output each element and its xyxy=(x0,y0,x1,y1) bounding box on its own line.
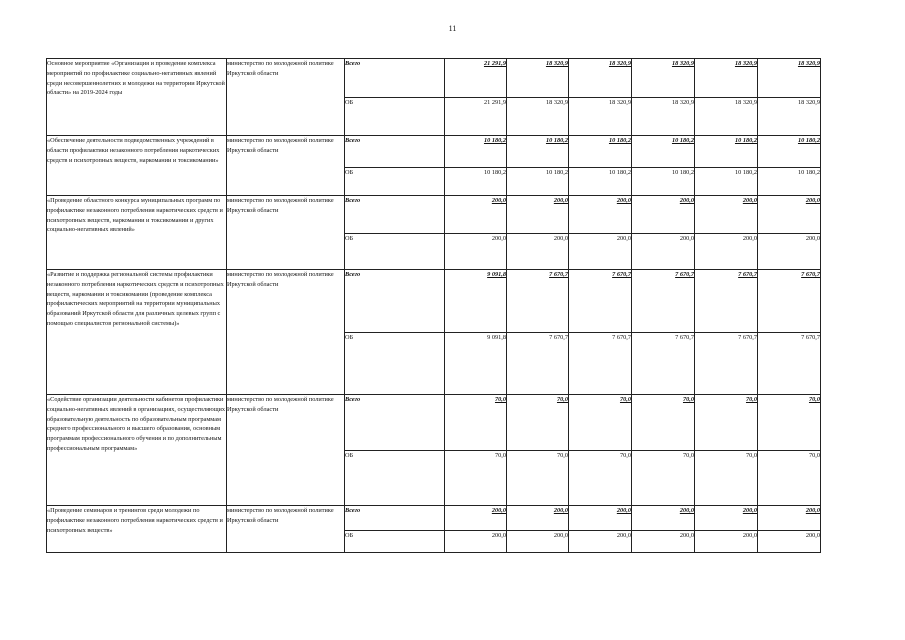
total-value-cell: 10 180,2 xyxy=(445,136,507,168)
source-value-cell: 200,0 xyxy=(445,234,507,270)
source-value-cell: 200,0 xyxy=(507,531,569,553)
executor-cell: министерство по молодежной политике Иркутской области xyxy=(227,136,345,196)
table-row xyxy=(47,270,821,333)
source-value-cell: 200,0 xyxy=(445,531,507,553)
total-value-cell: 7 670,7 xyxy=(507,270,569,333)
source-value-cell: 7 670,7 xyxy=(569,333,632,395)
executor-cell: министерство по молодежной политике Иркутской области xyxy=(227,270,345,395)
source-value-cell: 10 180,2 xyxy=(758,168,821,196)
source-value-cell: 18 320,9 xyxy=(507,98,569,136)
total-value-cell: 200,0 xyxy=(632,506,695,531)
total-value-cell: 200,0 xyxy=(507,506,569,531)
source-value-cell: 200,0 xyxy=(758,531,821,553)
budget-table xyxy=(46,58,821,553)
measure-name-cell: «Развитие и поддержка региональной системы профилактики незаконного потребления наркотических средств и психотропных веществ, наркомании и токсикомании (проведение комплекса профилактических мероприятий на территории муниципальных образований Иркутской области для различных целевых групп с помощью специалистов региональной системы)» xyxy=(47,270,227,395)
source-value-cell: 70,0 xyxy=(758,451,821,506)
total-value-cell: 200,0 xyxy=(758,196,821,234)
source-label-cell: ОБ xyxy=(345,168,445,196)
source-label-cell: ОБ xyxy=(345,234,445,270)
total-value-cell: 200,0 xyxy=(445,196,507,234)
total-value-cell: 10 180,2 xyxy=(632,136,695,168)
total-value-cell: 200,0 xyxy=(758,506,821,531)
source-value-cell: 7 670,7 xyxy=(632,333,695,395)
total-value-cell: 7 670,7 xyxy=(695,270,758,333)
total-value-cell: 70,0 xyxy=(445,395,507,451)
total-value-cell: 18 320,9 xyxy=(569,59,632,98)
total-value-cell: 18 320,9 xyxy=(758,59,821,98)
total-value-cell: 7 670,7 xyxy=(632,270,695,333)
source-label-cell: ОБ xyxy=(345,531,445,553)
total-value-cell: 21 291,9 xyxy=(445,59,507,98)
source-value-cell: 10 180,2 xyxy=(507,168,569,196)
total-value-cell: 10 180,2 xyxy=(695,136,758,168)
total-value-cell: 18 320,9 xyxy=(695,59,758,98)
total-label-cell: Всего xyxy=(345,506,445,531)
source-value-cell: 200,0 xyxy=(695,234,758,270)
source-value-cell: 10 180,2 xyxy=(695,168,758,196)
total-label-cell: Всего xyxy=(345,136,445,168)
total-value-cell: 70,0 xyxy=(507,395,569,451)
measure-name-cell: «Проведение областного конкурса муниципальных программ по профилактике незаконного потребления наркотических средств и психотропных веществ, наркомании и токсикомании и других социально-негативных явлений» xyxy=(47,196,227,270)
table-row xyxy=(47,506,821,531)
source-value-cell: 200,0 xyxy=(695,531,758,553)
total-value-cell: 70,0 xyxy=(758,395,821,451)
source-value-cell: 200,0 xyxy=(758,234,821,270)
executor-cell: министерство по молодежной политике Иркутской области xyxy=(227,196,345,270)
source-value-cell: 70,0 xyxy=(569,451,632,506)
source-label-cell: ОБ xyxy=(345,333,445,395)
source-value-cell: 18 320,9 xyxy=(758,98,821,136)
total-value-cell: 10 180,2 xyxy=(758,136,821,168)
total-label-cell: Всего xyxy=(345,59,445,98)
source-value-cell: 10 180,2 xyxy=(445,168,507,196)
total-value-cell: 18 320,9 xyxy=(507,59,569,98)
total-label-cell: Всего xyxy=(345,395,445,451)
measure-name-cell: Основное мероприятие «Организация и проведение комплекса мероприятий по профилактике социально-негативных явлений среди несовершеннолетних и молодежи на территории Иркутской области» на 2019-2024 годы xyxy=(47,59,227,136)
total-value-cell: 18 320,9 xyxy=(632,59,695,98)
source-value-cell: 70,0 xyxy=(445,451,507,506)
table-row xyxy=(47,196,821,234)
source-value-cell: 200,0 xyxy=(632,234,695,270)
source-label-cell: ОБ xyxy=(345,98,445,136)
total-value-cell: 200,0 xyxy=(507,196,569,234)
source-value-cell: 70,0 xyxy=(507,451,569,506)
total-value-cell: 200,0 xyxy=(695,506,758,531)
source-value-cell: 200,0 xyxy=(507,234,569,270)
total-value-cell: 10 180,2 xyxy=(507,136,569,168)
executor-cell: министерство по молодежной политике Иркутской области xyxy=(227,395,345,506)
measure-name-cell: «Проведение семинаров и тренингов среди молодежи по профилактике незаконного потребления наркотических средств и психотропных веществ» xyxy=(47,506,227,553)
source-value-cell: 7 670,7 xyxy=(695,333,758,395)
source-label-cell: ОБ xyxy=(345,451,445,506)
total-value-cell: 70,0 xyxy=(569,395,632,451)
source-value-cell: 21 291,9 xyxy=(445,98,507,136)
source-value-cell: 70,0 xyxy=(695,451,758,506)
executor-cell: министерство по молодежной политике Иркутской области xyxy=(227,59,345,136)
total-label-cell: Всего xyxy=(345,270,445,333)
page-number: 11 xyxy=(448,24,457,33)
total-value-cell: 200,0 xyxy=(632,196,695,234)
source-value-cell: 200,0 xyxy=(569,531,632,553)
source-value-cell: 200,0 xyxy=(632,531,695,553)
total-value-cell: 70,0 xyxy=(632,395,695,451)
source-value-cell: 7 670,7 xyxy=(758,333,821,395)
table-row xyxy=(47,136,821,168)
total-value-cell: 200,0 xyxy=(569,506,632,531)
source-value-cell: 70,0 xyxy=(632,451,695,506)
table-body xyxy=(47,59,821,553)
total-label-cell: Всего xyxy=(345,196,445,234)
source-value-cell: 7 670,7 xyxy=(507,333,569,395)
total-value-cell: 10 180,2 xyxy=(569,136,632,168)
source-value-cell: 200,0 xyxy=(569,234,632,270)
total-value-cell: 200,0 xyxy=(445,506,507,531)
total-value-cell: 200,0 xyxy=(569,196,632,234)
source-value-cell: 18 320,9 xyxy=(632,98,695,136)
measure-name-cell: «Обеспечение деятельности подведомственных учреждений в области профилактики незаконного потребления наркотических средств и психотропных веществ, наркомании и токсикомании» xyxy=(47,136,227,196)
total-value-cell: 7 670,7 xyxy=(758,270,821,333)
executor-cell: министерство по молодежной политике Иркутской области xyxy=(227,506,345,553)
total-value-cell: 9 091,8 xyxy=(445,270,507,333)
source-value-cell: 9 091,8 xyxy=(445,333,507,395)
measure-name-cell: «Содействие организации деятельности кабинетов профилактики социально-негативных явлений в организациях, осуществляющих образовательную деятельность по образовательным программам среднего профессионального и высшего образования, основным программам профессионального обучения и по дополнительным профессиональным программам» xyxy=(47,395,227,506)
total-value-cell: 200,0 xyxy=(695,196,758,234)
table-row xyxy=(47,59,821,98)
total-value-cell: 70,0 xyxy=(695,395,758,451)
table-row xyxy=(47,395,821,451)
source-value-cell: 18 320,9 xyxy=(569,98,632,136)
source-value-cell: 10 180,2 xyxy=(569,168,632,196)
total-value-cell: 7 670,7 xyxy=(569,270,632,333)
source-value-cell: 10 180,2 xyxy=(632,168,695,196)
source-value-cell: 18 320,9 xyxy=(695,98,758,136)
